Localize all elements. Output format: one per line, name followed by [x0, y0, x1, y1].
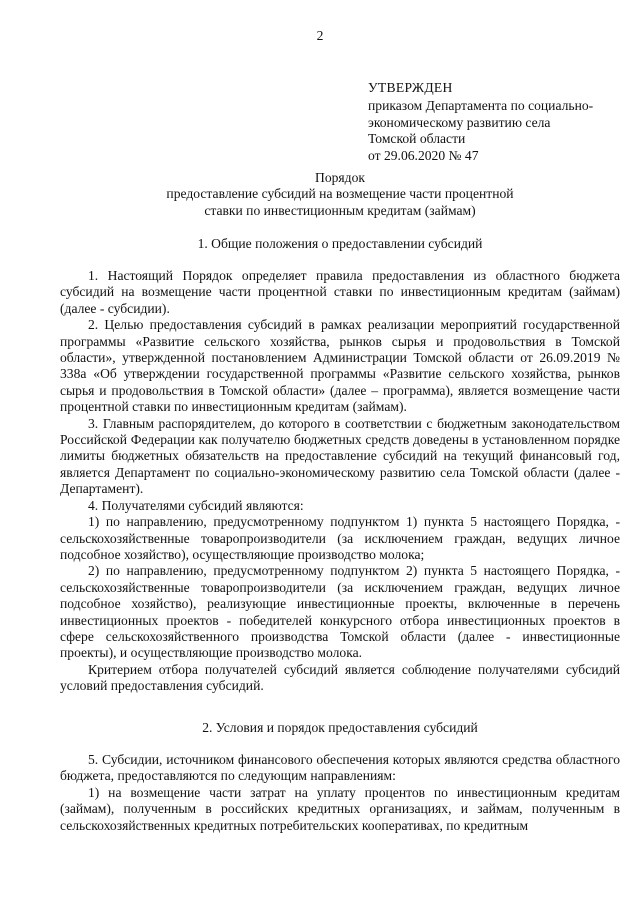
approval-title: УТВЕРЖДЕН [368, 80, 453, 95]
approval-line: приказом Департамента по социально- [368, 98, 594, 114]
section-1-body [60, 268, 620, 695]
document-title-line: Порядок [315, 170, 365, 185]
section-2-heading: 2. Условия и порядок предоставления субсидий [202, 720, 478, 735]
section-1-heading: 1. Общие положения о предоставлении субсидий [197, 236, 483, 251]
section-2-body [60, 752, 620, 834]
approval-line: экономическому развитию села [368, 114, 551, 130]
document-title-line: ставки по инвестиционным кредитам (займам) [204, 202, 476, 218]
paragraph: Критерием отбора получателей субсидий является соблюдение получателями субсидий условий предоставления субсидий. [60, 661, 620, 694]
paragraph: 2) по направлению, предусмотренному подпунктом 2) пункта 5 настоящего Порядка, - сельскохозяйственные товаропроизводители (за исключением граждан, ведущих личное подсобное хозяйство), реализующие инвестиционные проекты, включенные в перечень инвестиционных проектов - победителей конкурсного отбора инвестиционных проектов в сфере сельскохозяйственного производства Томской области (далее - инвестиционные проекты), и осуществляющие производство молока. [60, 563, 620, 661]
paragraph: 1) на возмещение части затрат на уплату процентов по инвестиционным кредитам (займам), полученным в российских кредитных организациях, и займам, полученным в сельскохозяйственных кредитных потребительских кооперативах, по кредитным [60, 784, 620, 833]
document-title-line: предоставление субсидий на возмещение части процентной [166, 186, 514, 202]
paragraph: 5. Субсидии, источником финансового обеспечения которых являются средства областного бюджета, предоставляются по следующим направлениям: [60, 752, 620, 784]
paragraph: 3. Главным распорядителем, до которого в соответствии с бюджетным законодательством Российской Федерации как получателю бюджетных средств доведены в установленном порядке лимиты бюджетных обязательств на предоставление субсидий на текущий финансовый год, является Департамент по социально-экономическому развитию села Томской области (далее - Департамент). [60, 415, 620, 497]
approval-line: от 29.06.2020 № 47 [368, 147, 479, 163]
paragraph: 4. Получателями субсидий являются: [88, 497, 304, 513]
approval-stamp [368, 80, 593, 164]
document-title [60, 170, 620, 219]
paragraph: 2. Целью предоставления субсидий в рамках реализации мероприятий государственной программы «Развитие сельского хозяйства, рынков сырья и продовольствия в Томской области», утвержденной постановлением Администрации Томской области от 26.09.2019 № 338а «Об утверждении государственной программы «Развитие сельского хозяйства, рынков сырья и продовольствия в Томской области» (далее – программа), является возмещение части процентной ставки по инвестиционным кредитам (займам). [60, 317, 620, 415]
paragraph: 1. Настоящий Порядок определяет правила предоставления из областного бюджета субсидий на возмещение части процентной ставки по инвестиционным кредитам (займам) (далее - субсидии). [60, 268, 620, 316]
paragraph: 1) по направлению, предусмотренному подпунктом 1) пункта 5 настоящего Порядка, - сельскохозяйственные товаропроизводители (за исключением граждан, ведущих личное подсобное хозяйство), осуществляющие производство молока; [60, 514, 620, 562]
page-number: 2 [316, 28, 324, 43]
approval-line: Томской области [368, 131, 466, 147]
